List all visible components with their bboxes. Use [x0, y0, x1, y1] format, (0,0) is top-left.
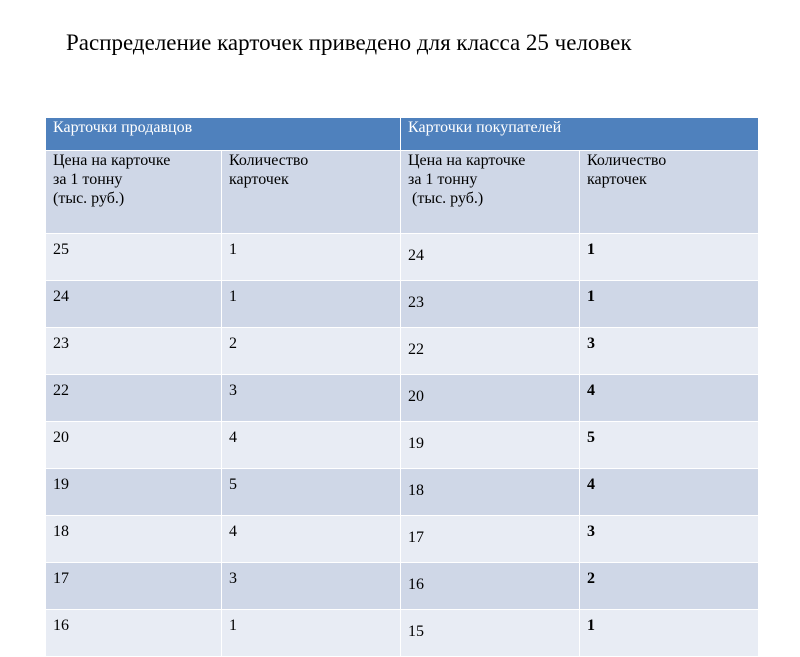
seller-price-cell: 23: [46, 328, 222, 375]
seller-qty-cell: 2: [222, 328, 401, 375]
buyer-qty-cell: 1: [580, 281, 759, 328]
buyer-price-cell: 22: [401, 328, 580, 375]
sellers-group-header: Карточки продавцов: [46, 118, 401, 151]
table-row: [46, 422, 759, 469]
header-line: карточек: [229, 171, 289, 188]
table-row: [46, 516, 759, 563]
seller-price-cell: 20: [46, 422, 222, 469]
buyer-price-cell: 18: [401, 469, 580, 516]
seller-qty-cell: 4: [222, 422, 401, 469]
cards-table: [45, 117, 759, 657]
seller-qty-cell: 5: [222, 469, 401, 516]
table-row: [46, 469, 759, 516]
seller-price-cell: 22: [46, 375, 222, 422]
seller-qty-cell: 4: [222, 516, 401, 563]
buyer-price-cell: 24: [401, 234, 580, 281]
column-header-row: [46, 151, 759, 234]
buyer-price-cell: 17: [401, 516, 580, 563]
seller-qty-cell: 3: [222, 563, 401, 610]
seller-price-cell: 25: [46, 234, 222, 281]
table-row: [46, 234, 759, 281]
header-line: Количество: [229, 152, 309, 169]
buyer-price-cell: 20: [401, 375, 580, 422]
buyer-qty-cell: 4: [580, 375, 759, 422]
seller-price-cell: 18: [46, 516, 222, 563]
buyer-qty-cell: 5: [580, 422, 759, 469]
header-line: карточек: [587, 171, 647, 188]
buyer-price-cell: 19: [401, 422, 580, 469]
seller-qty-cell: 1: [222, 234, 401, 281]
table-row: [46, 281, 759, 328]
header-line: (тыс. руб.): [53, 190, 125, 207]
seller-price-cell: 24: [46, 281, 222, 328]
table-row: [46, 563, 759, 610]
slide-title: Распределение карточек приведено для класса 25 человек: [66, 30, 632, 55]
buyer-qty-cell: 3: [580, 516, 759, 563]
header-line: (тыс. руб.): [408, 190, 484, 207]
buyer-price-cell: 23: [401, 281, 580, 328]
buyer-qty-cell: 4: [580, 469, 759, 516]
buyer-qty-cell: 1: [580, 610, 759, 657]
buyer-price-cell: 15: [401, 610, 580, 657]
table-row: [46, 610, 759, 657]
buyer-price-header: [401, 151, 580, 234]
header-line: Количество: [587, 152, 667, 169]
seller-price-header: [46, 151, 222, 234]
seller-qty-header: [222, 151, 401, 234]
seller-price-cell: 17: [46, 563, 222, 610]
seller-qty-cell: 1: [222, 281, 401, 328]
buyer-qty-cell: 1: [580, 234, 759, 281]
seller-qty-cell: 1: [222, 610, 401, 657]
buyer-qty-header: [580, 151, 759, 234]
group-header-row: [46, 118, 759, 151]
header-line: Цена на карточке: [408, 152, 526, 169]
seller-price-cell: 16: [46, 610, 222, 657]
header-line: за 1 тонну: [408, 171, 478, 188]
buyers-group-header: Карточки покупателей: [401, 118, 759, 151]
seller-qty-cell: 3: [222, 375, 401, 422]
header-line: за 1 тонну: [53, 171, 123, 188]
buyer-price-cell: 16: [401, 563, 580, 610]
buyer-qty-cell: 3: [580, 328, 759, 375]
table-row: [46, 328, 759, 375]
buyer-qty-cell: 2: [580, 563, 759, 610]
seller-price-cell: 19: [46, 469, 222, 516]
table-row: [46, 375, 759, 422]
header-line: Цена на карточке: [53, 152, 171, 169]
